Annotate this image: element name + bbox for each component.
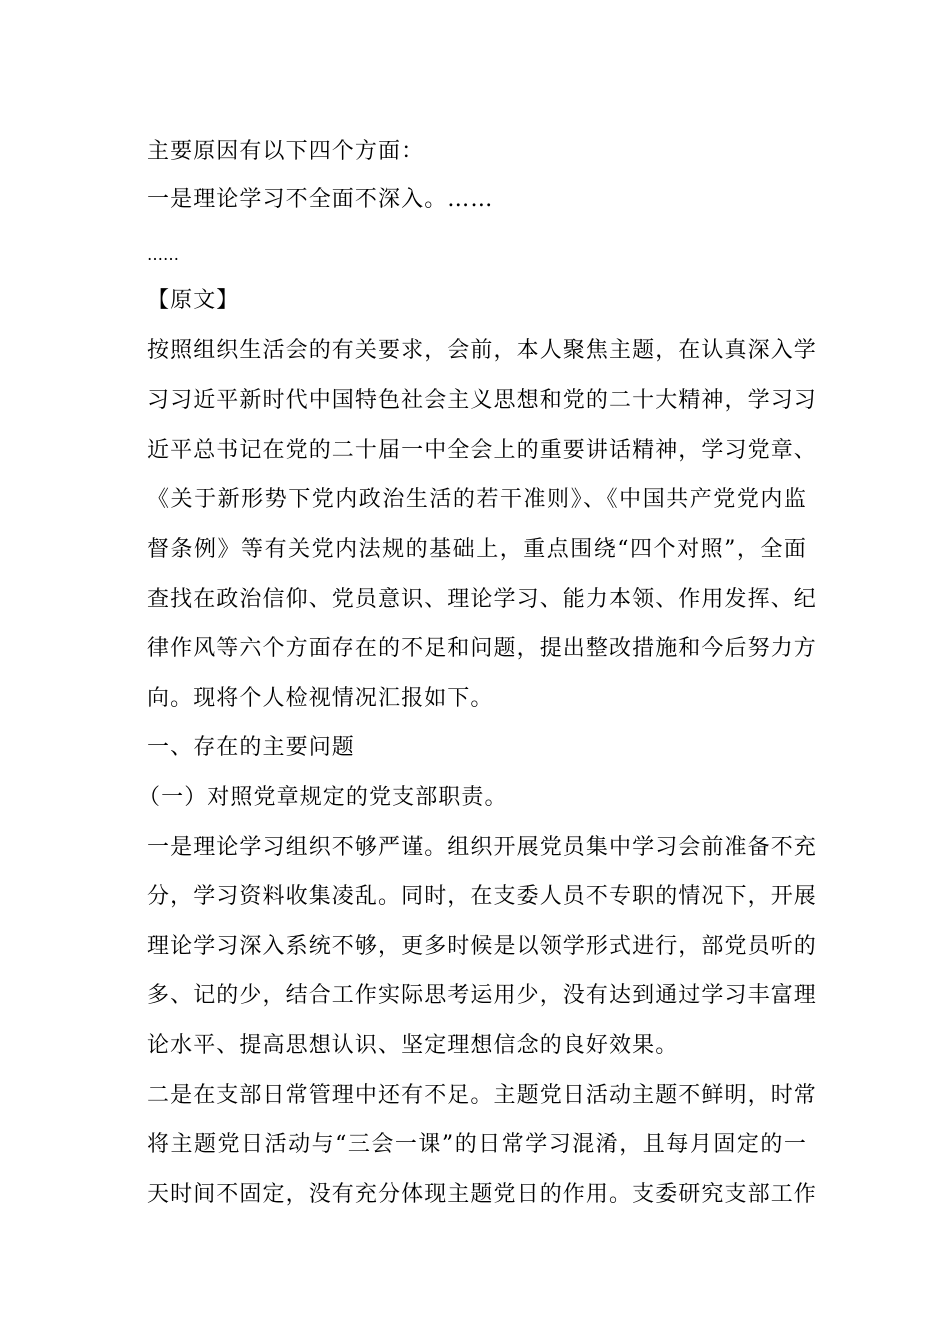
- heading-1: 一、存在的主要问题: [147, 735, 355, 760]
- paragraph-line-8: 向。现将个人检视情况汇报如下。: [147, 686, 494, 711]
- paragraph-line-6: 查找在政治信仰、党员意识、理论学习、能力本领、作用发挥、纪: [147, 587, 817, 612]
- paragraph-line-5: 督条例》等有关党内法规的基础上，重点围绕“四个对照”，全面: [147, 537, 807, 562]
- point1-line-1: 一是理论学习组织不够严谨。组织开展党员集中学习会前准备不充: [147, 835, 817, 860]
- intro-line-1: 主要原因有以下四个方面：: [147, 139, 425, 164]
- point1-line-5: 论水平、提高思想认识、坚定理想信念的良好效果。: [147, 1033, 679, 1058]
- heading-2: （一）对照党章规定的党支部职责。: [138, 785, 508, 810]
- paragraph-line-4: 《关于新形势下党内政治生活的若干准则》、《中国共产党党内监: [147, 487, 807, 512]
- paragraph-line-3: 近平总书记在党的二十届一中全会上的重要讲话精神，学习党章、: [147, 438, 817, 463]
- point1-line-2: 分，学习资料收集凌乱。同时，在支委人员不专职的情况下，开展: [147, 884, 817, 909]
- point1-line-4: 多、记的少，结合工作实际思考运用少，没有达到通过学习丰富理: [147, 983, 817, 1008]
- paragraph-line-1: 按照组织生活会的有关要求，会前，本人聚焦主题，在认真深入学: [147, 338, 817, 363]
- section-label: 【原文】: [147, 288, 240, 313]
- intro-line-3: ……: [147, 245, 179, 264]
- intro-line-2: 一是理论学习不全面不深入。……: [147, 187, 494, 212]
- point2-line-1: 二是在支部日常管理中还有不足。主题党日活动主题不鲜明，时常: [147, 1083, 817, 1108]
- point2-line-2: 将主题党日活动与“三会一课”的日常学习混淆，且每月固定的一: [147, 1132, 807, 1157]
- point1-line-3: 理论学习深入系统不够，更多时候是以领学形式进行，部党员听的: [147, 934, 817, 959]
- paragraph-line-7: 律作风等六个方面存在的不足和问题，提出整改措施和今后努力方: [147, 636, 817, 661]
- paragraph-line-2: 习习近平新时代中国特色社会主义思想和党的二十大精神，学习习: [147, 388, 817, 413]
- point2-line-3: 天时间不固定，没有充分体现主题党日的作用。支委研究支部工作: [147, 1182, 817, 1207]
